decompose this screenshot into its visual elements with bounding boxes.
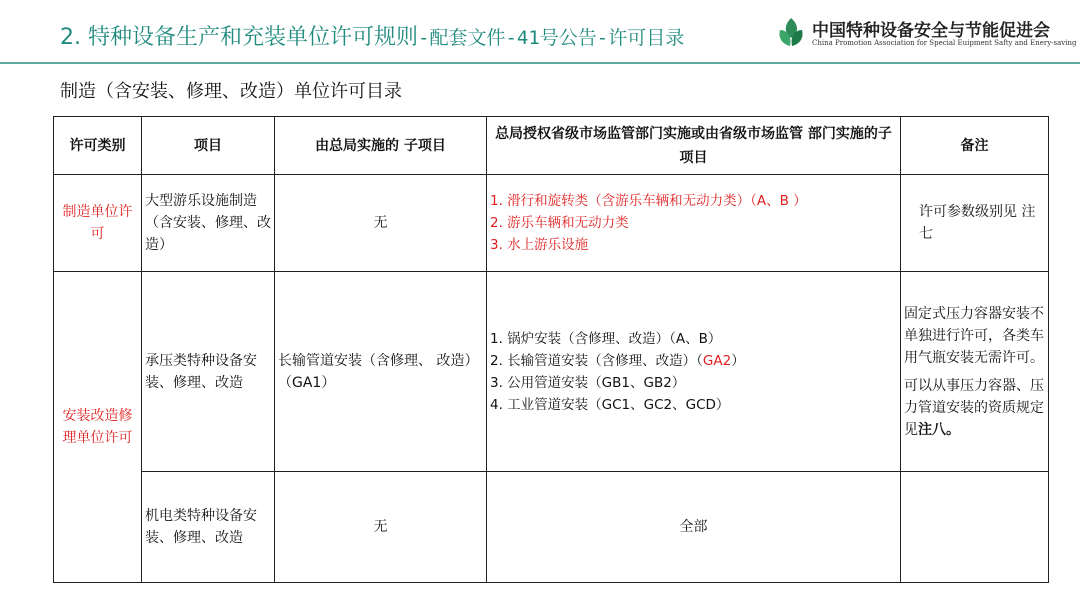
provincial-item-text: 2. 长输管道安装（含修理、改造）（ [490, 352, 703, 369]
header-central: 由总局实施的 子项目 [275, 117, 487, 175]
table-header-row [54, 117, 1049, 175]
slide-title-sub: -配套文件-41号公告-许可目录 [418, 27, 685, 49]
provincial-item-code: GA2 [702, 352, 732, 369]
provincial-item: 2. 游乐车辆和无动力类 [490, 215, 629, 231]
note-paragraph [904, 375, 1045, 441]
central-cell: 长输管道安装（含修理、 改造）（GA1） [275, 272, 487, 472]
section-subtitle: 制造（含安装、修理、改造）单位许可目录 [60, 81, 402, 102]
provincial-item [490, 350, 897, 372]
note-text: 可以从事压力容器、压力管道安装的资质规定见 [904, 377, 1044, 438]
provincial-item: 3. 水上游乐设施 [490, 237, 589, 253]
project-cell: 机电类特种设备安装、修理、改造 [142, 472, 275, 583]
association-logo [776, 14, 1077, 54]
header-project: 项目 [142, 117, 275, 175]
permit-catalog-table [53, 116, 1049, 583]
note-cell [901, 272, 1049, 472]
logo-chinese-name: 中国特种设备安全与节能促进会 [812, 21, 1050, 41]
slide-title-main: 2. 特种设备生产和充装单位许可规则 [60, 25, 418, 50]
provincial-item: 1. 锅炉安装（含修理、改造）（A、B） [490, 330, 722, 347]
provincial-item: 1. 滑行和旋转类（含游乐车辆和无动力类）（A、B ） [490, 193, 807, 209]
category-cell: 制造单位许可 [54, 175, 142, 272]
table-row [54, 272, 1049, 472]
note-cell: 许可参数级别见 注七 [901, 175, 1049, 272]
provincial-item: 4. 工业管道安装（GC1、GC2、GCD） [490, 396, 730, 413]
provincial-cell: 全部 [487, 472, 901, 583]
category-cell: 安装改造修理单位许可 [54, 272, 142, 583]
project-cell: 大型游乐设施制造（含安装、修理、改造） [142, 175, 275, 272]
central-cell: 无 [275, 472, 487, 583]
note-paragraph: 固定式压力容器安装不单独进行许可，各类车用气瓶安装无需许可。 [904, 305, 1044, 366]
project-cell: 承压类特种设备安装、修理、改造 [142, 272, 275, 472]
provincial-cell [487, 272, 901, 472]
leaf-emblem-icon [776, 16, 806, 52]
table-row [54, 472, 1049, 583]
header-divider [0, 62, 1080, 64]
logo-english-name: China Promotion Association for Special Euipment Safty and Enery-saving [812, 39, 1077, 47]
provincial-item: 3. 公用管道安装（GB1、GB2） [490, 374, 686, 391]
header-note: 备注 [901, 117, 1049, 175]
table-row [54, 175, 1049, 272]
note-reference: 注八。 [918, 421, 960, 438]
header-provincial: 总局授权省级市场监管部门实施或由省级市场监管 部门实施的子项目 [487, 117, 901, 175]
slide-title [60, 20, 684, 51]
provincial-item-close: ） [731, 352, 745, 369]
central-cell: 无 [275, 175, 487, 272]
provincial-cell [487, 175, 901, 272]
header-category: 许可类别 [54, 117, 142, 175]
note-cell [901, 472, 1049, 583]
